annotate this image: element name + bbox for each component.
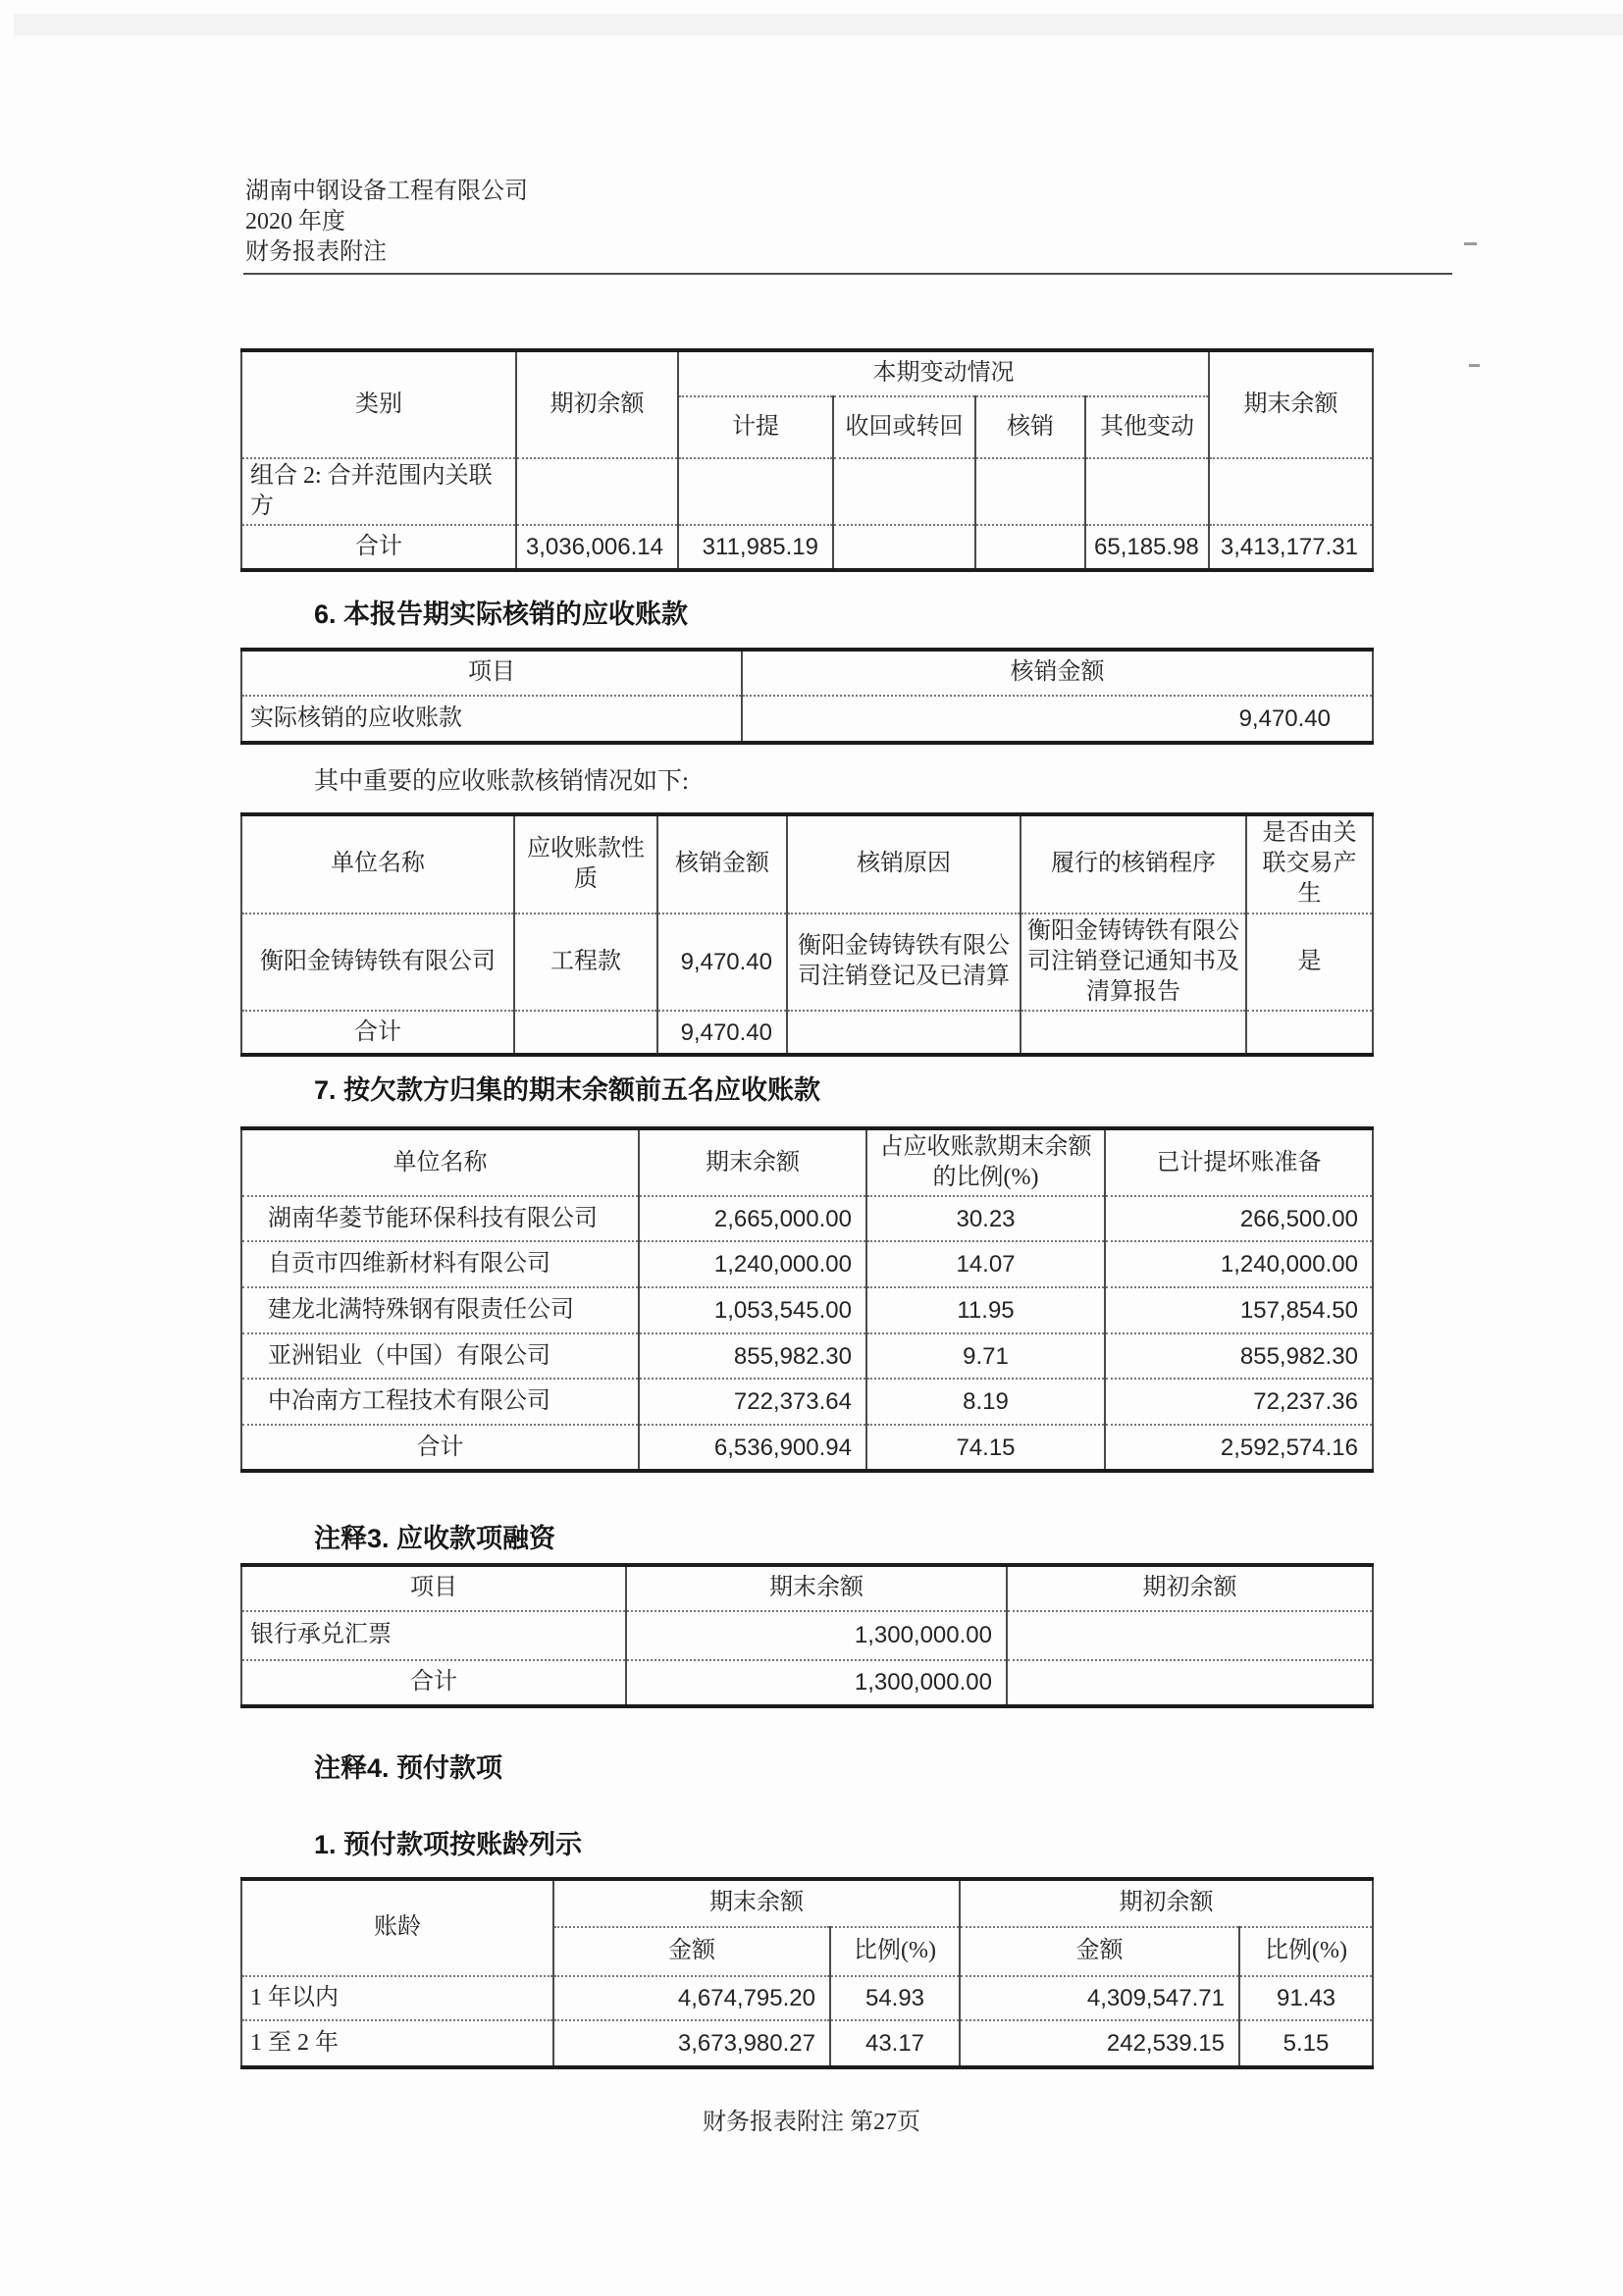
value-cell: 8.19 xyxy=(866,1379,1105,1425)
total-label: 合计 xyxy=(241,1660,626,1706)
scan-artifact-top-band xyxy=(14,14,1623,35)
col-header-writeoff-amount: 核销金额 xyxy=(657,814,787,913)
value-cell: 6,536,900.94 xyxy=(639,1425,866,1471)
value-cell: 1,300,000.00 xyxy=(626,1660,1007,1706)
value-cell xyxy=(787,1011,1021,1055)
value-cell xyxy=(1209,458,1373,525)
col-header-item: 项目 xyxy=(241,650,742,696)
total-row xyxy=(241,1425,1373,1471)
total-row xyxy=(241,1660,1373,1706)
col-header-beginning-group: 期初余额 xyxy=(960,1879,1373,1927)
company-cell: 湖南华菱节能环保科技有限公司 xyxy=(241,1196,639,1241)
value-cell: 242,539.15 xyxy=(960,2020,1239,2067)
col-header-ratio: 比例(%) xyxy=(830,1927,960,1976)
table-row xyxy=(241,1611,1373,1660)
value-cell: 30.23 xyxy=(866,1196,1105,1241)
col-header-procedure: 履行的核销程序 xyxy=(1021,814,1246,913)
value-cell: 9.71 xyxy=(866,1333,1105,1379)
total-label: 合计 xyxy=(241,1425,639,1471)
table-row xyxy=(241,1379,1373,1425)
item-cell: 银行承兑汇票 xyxy=(241,1611,626,1660)
value-cell xyxy=(1085,458,1209,525)
col-header-ending-balance: 期末余额 xyxy=(1209,350,1373,458)
col-header-change-group: 本期变动情况 xyxy=(678,350,1209,396)
total-label: 合计 xyxy=(241,1011,514,1055)
col-header-writeoff-amount: 核销金额 xyxy=(742,650,1373,696)
table-row xyxy=(241,696,1373,743)
actual-writeoff-table xyxy=(240,648,1372,741)
company-name: 湖南中钢设备工程有限公司 xyxy=(245,179,528,204)
value-cell: 855,982.30 xyxy=(1105,1333,1373,1379)
value-cell: 9,470.40 xyxy=(742,696,1373,743)
col-header-company: 单位名称 xyxy=(241,1128,639,1196)
col-header-ratio: 占应收账款期末余额的比例(%) xyxy=(866,1128,1105,1196)
category-cell: 组合 2: 合并范围内关联方 xyxy=(241,458,516,525)
total-row xyxy=(241,525,1373,570)
value-cell: 65,185.98 xyxy=(1085,525,1209,570)
table-row xyxy=(241,1287,1373,1333)
value-cell: 3,413,177.31 xyxy=(1209,525,1373,570)
scan-artifact-dash xyxy=(1469,364,1480,367)
aging-cell: 1 年以内 xyxy=(241,1976,553,2020)
value-cell xyxy=(1007,1660,1373,1706)
col-header-amount: 金额 xyxy=(960,1927,1239,1976)
total-label: 合计 xyxy=(241,525,516,570)
col-header-bad-debt-provision: 已计提坏账准备 xyxy=(1105,1128,1373,1196)
col-header-beginning-balance: 期初余额 xyxy=(516,350,678,458)
doc-title: 财务报表附注 xyxy=(245,239,387,265)
note3-heading: 注释3. 应收款项融资 xyxy=(314,1524,556,1553)
col-header-ending-group: 期末余额 xyxy=(553,1879,960,1927)
writeoff-detail-table xyxy=(240,812,1372,1045)
related-cell: 是 xyxy=(1246,913,1373,1012)
value-cell: 9,470.40 xyxy=(657,1011,787,1055)
col-header-ending-balance: 期末余额 xyxy=(639,1128,866,1196)
value-cell xyxy=(1007,1611,1373,1660)
company-cell: 中冶南方工程技术有限公司 xyxy=(241,1379,639,1425)
procedure-cell: 衡阳金铸铸铁有限公司注销登记通知书及清算报告 xyxy=(1021,913,1246,1012)
scan-artifact-dash xyxy=(1464,242,1477,245)
reason-cell: 衡阳金铸铸铁有限公司注销登记及已清算 xyxy=(787,913,1021,1012)
table-row xyxy=(241,1333,1373,1379)
prepayment-aging-table xyxy=(240,1877,1372,2065)
nature-cell: 工程款 xyxy=(514,913,657,1012)
col-header-aging: 账龄 xyxy=(241,1879,553,1976)
value-cell xyxy=(1021,1011,1246,1055)
table-row xyxy=(241,1976,1373,2020)
value-cell xyxy=(514,1011,657,1055)
value-cell xyxy=(516,458,678,525)
col-header-item: 项目 xyxy=(241,1565,626,1611)
note4-heading: 注释4. 预付款项 xyxy=(314,1753,503,1783)
header-divider xyxy=(243,273,1452,275)
value-cell: 11.95 xyxy=(866,1287,1105,1333)
table-row xyxy=(241,913,1373,1012)
value-cell: 1,240,000.00 xyxy=(639,1241,866,1287)
table-row xyxy=(241,2020,1373,2067)
value-cell: 1,300,000.00 xyxy=(626,1611,1007,1660)
company-cell: 自贡市四维新材料有限公司 xyxy=(241,1241,639,1287)
value-cell: 91.43 xyxy=(1239,1976,1373,2020)
col-header-writeoff: 核销 xyxy=(975,396,1085,458)
col-header-ending-balance: 期末余额 xyxy=(626,1565,1007,1611)
receivables-financing-table xyxy=(240,1563,1372,1704)
company-cell: 衡阳金铸铸铁有限公司 xyxy=(241,913,514,1012)
col-header-reason: 核销原因 xyxy=(787,814,1021,913)
value-cell: 4,309,547.71 xyxy=(960,1976,1239,2020)
value-cell: 9,470.40 xyxy=(657,913,787,1012)
value-cell: 74.15 xyxy=(866,1425,1105,1471)
col-header-category: 类别 xyxy=(241,350,516,458)
company-cell: 建龙北满特殊钢有限责任公司 xyxy=(241,1287,639,1333)
value-cell xyxy=(833,525,975,570)
col-header-related-party: 是否由关联交易产生 xyxy=(1246,814,1373,913)
total-row xyxy=(241,1011,1373,1055)
col-header-ratio: 比例(%) xyxy=(1239,1927,1373,1976)
value-cell: 5.15 xyxy=(1239,2020,1373,2067)
provision-change-table xyxy=(240,348,1372,567)
company-cell: 亚洲铝业（中国）有限公司 xyxy=(241,1333,639,1379)
table-row xyxy=(241,1196,1373,1241)
page-footer: 财务报表附注 第27页 xyxy=(703,2110,920,2135)
top5-receivables-table xyxy=(240,1126,1372,1464)
value-cell: 722,373.64 xyxy=(639,1379,866,1425)
col-header-accrual: 计提 xyxy=(678,396,833,458)
value-cell: 311,985.19 xyxy=(678,525,833,570)
document-header xyxy=(245,177,932,268)
col-header-nature: 应收账款性质 xyxy=(514,814,657,913)
table-row xyxy=(241,458,1373,525)
value-cell: 266,500.00 xyxy=(1105,1196,1373,1241)
value-cell xyxy=(975,525,1085,570)
value-cell: 855,982.30 xyxy=(639,1333,866,1379)
value-cell xyxy=(1246,1011,1373,1055)
value-cell: 1,053,545.00 xyxy=(639,1287,866,1333)
value-cell: 43.17 xyxy=(830,2020,960,2067)
fiscal-year: 2020 年度 xyxy=(245,209,345,235)
table-row xyxy=(241,1241,1373,1287)
value-cell: 157,854.50 xyxy=(1105,1287,1373,1333)
section7-heading: 7. 按欠款方归集的期末余额前五名应收账款 xyxy=(314,1075,821,1105)
value-cell: 14.07 xyxy=(866,1241,1105,1287)
col-header-amount: 金额 xyxy=(553,1927,830,1976)
col-header-beginning-balance: 期初余额 xyxy=(1007,1565,1373,1611)
value-cell: 3,036,006.14 xyxy=(516,525,678,570)
value-cell: 1,240,000.00 xyxy=(1105,1241,1373,1287)
value-cell: 72,237.36 xyxy=(1105,1379,1373,1425)
aging-cell: 1 至 2 年 xyxy=(241,2020,553,2067)
value-cell: 2,665,000.00 xyxy=(639,1196,866,1241)
value-cell: 54.93 xyxy=(830,1976,960,2020)
col-header-other-change: 其他变动 xyxy=(1085,396,1209,458)
value-cell: 3,673,980.27 xyxy=(553,2020,830,2067)
value-cell: 2,592,574.16 xyxy=(1105,1425,1373,1471)
value-cell xyxy=(678,458,833,525)
col-header-company: 单位名称 xyxy=(241,814,514,913)
item-cell: 实际核销的应收账款 xyxy=(241,696,742,743)
value-cell xyxy=(975,458,1085,525)
col-header-recover: 收回或转回 xyxy=(833,396,975,458)
section6-heading: 6. 本报告期实际核销的应收账款 xyxy=(314,600,689,629)
value-cell xyxy=(833,458,975,525)
section6-note: 其中重要的应收账款核销情况如下: xyxy=(314,768,689,795)
note4-sub1-heading: 1. 预付款项按账龄列示 xyxy=(314,1830,583,1859)
value-cell: 4,674,795.20 xyxy=(553,1976,830,2020)
